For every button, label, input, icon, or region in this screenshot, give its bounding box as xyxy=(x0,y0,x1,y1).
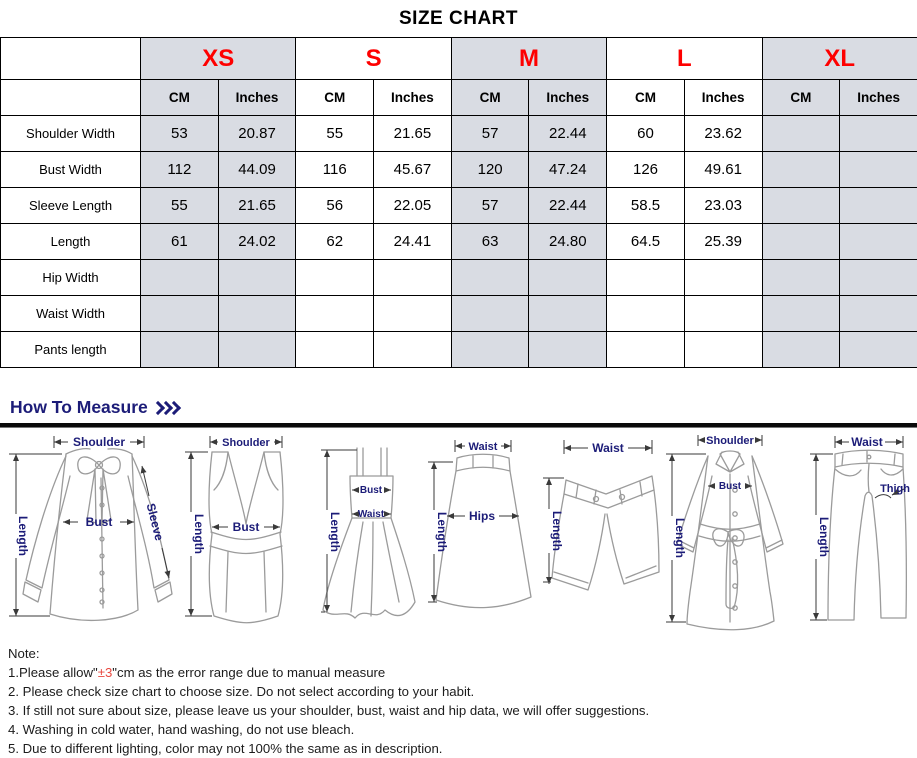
size-chart-table xyxy=(0,37,917,368)
measurement-cell: 23.62 xyxy=(684,116,762,152)
measurement-cell xyxy=(451,260,529,296)
measurement-cell xyxy=(374,296,452,332)
note-line: 3. If still not sure about size, please leave us your shoulder, bust, waist and hip data, we will offer suggestions. xyxy=(8,701,917,720)
dimension-lines xyxy=(185,436,282,616)
measurement-cell xyxy=(762,116,840,152)
row-label-cell: Waist Width xyxy=(1,296,141,332)
unit-header-cell: CM xyxy=(141,80,219,116)
measurement-cell: 22.44 xyxy=(529,116,607,152)
measurement-cell xyxy=(840,332,917,368)
note-line: 4. Washing in cold water, hand washing, do not use bleach. xyxy=(8,720,917,739)
tank-top-diagram xyxy=(182,432,310,632)
measure-label: Length xyxy=(192,514,206,554)
unit-header-cell: CM xyxy=(762,80,840,116)
measurement-cell xyxy=(141,332,219,368)
measurement-cell: 56 xyxy=(296,188,374,224)
measure-label: Bust xyxy=(718,481,741,492)
table-row xyxy=(1,332,917,368)
measurement-cell xyxy=(218,332,296,368)
garment-outline xyxy=(552,476,659,590)
measurement-cell: 64.5 xyxy=(607,224,685,260)
measure-label: Length xyxy=(673,518,687,558)
unit-header-cell: Inches xyxy=(684,80,762,116)
table-row xyxy=(1,260,917,296)
measurement-cell: 58.5 xyxy=(607,188,685,224)
measurement-cell xyxy=(374,260,452,296)
table-row xyxy=(1,188,917,224)
garment-outline xyxy=(677,451,783,630)
row-label-cell: Hip Width xyxy=(1,260,141,296)
size-header-cell: XS xyxy=(141,38,296,80)
dimension-lines xyxy=(543,440,652,584)
measure-label: Length xyxy=(550,511,564,551)
note-line: 2. Please check size chart to choose size. Do not select according to your habit. xyxy=(8,682,917,701)
measurement-cell: 24.02 xyxy=(218,224,296,260)
dimension-lines xyxy=(9,435,169,616)
measurement-cell xyxy=(607,332,685,368)
measure-label: Shoulder xyxy=(73,435,125,449)
measurement-cell xyxy=(451,296,529,332)
unit-header-cell: Inches xyxy=(218,80,296,116)
measurement-cell xyxy=(762,224,840,260)
measurement-cell: 116 xyxy=(296,152,374,188)
measurement-cell xyxy=(374,332,452,368)
measurement-cell: 47.24 xyxy=(529,152,607,188)
measurement-cell xyxy=(296,296,374,332)
size-header-cell: XL xyxy=(762,38,917,80)
measurement-cell xyxy=(840,188,917,224)
trench-coat-diagram xyxy=(664,432,796,632)
measurement-cell: 60 xyxy=(607,116,685,152)
measurement-cell: 49.61 xyxy=(684,152,762,188)
measurement-cell: 61 xyxy=(141,224,219,260)
measure-diagrams xyxy=(0,428,917,634)
measurement-cell: 57 xyxy=(451,188,529,224)
measure-label: Bust xyxy=(86,515,113,529)
table-row xyxy=(1,152,917,188)
measurement-cell: 63 xyxy=(451,224,529,260)
garment-outline xyxy=(23,448,172,620)
table-row xyxy=(1,224,917,260)
table-row xyxy=(1,296,917,332)
notes-section xyxy=(8,644,917,758)
measure-label: Shoulder xyxy=(222,437,270,449)
measure-label: Length xyxy=(435,512,449,552)
unit-header-cell: Inches xyxy=(840,80,917,116)
measurement-cell: 45.67 xyxy=(374,152,452,188)
row-label-cell: Shoulder Width xyxy=(1,116,141,152)
notes-heading: Note: xyxy=(8,644,917,663)
note-line: 1.Please allow"±3"cm as the error range due to manual measure xyxy=(8,663,917,682)
unit-header-cell: CM xyxy=(607,80,685,116)
how-to-measure-label: How To Measure xyxy=(10,397,148,418)
measurement-cell: 22.44 xyxy=(529,188,607,224)
corner-cell xyxy=(1,80,141,116)
measurement-cell xyxy=(762,152,840,188)
measurement-cell xyxy=(607,296,685,332)
measurement-cell xyxy=(529,332,607,368)
measurement-cell xyxy=(684,260,762,296)
measurement-cell: 62 xyxy=(296,224,374,260)
row-label-cell: Sleeve Length xyxy=(1,188,141,224)
measurement-cell: 24.41 xyxy=(374,224,452,260)
measurement-cell xyxy=(762,332,840,368)
garment-outline xyxy=(209,452,283,623)
measure-label: Bust xyxy=(360,485,383,496)
measurement-cell: 25.39 xyxy=(684,224,762,260)
measurement-cell xyxy=(141,260,219,296)
measure-label: Bust xyxy=(232,520,259,534)
measure-label: Length xyxy=(16,516,30,556)
measurement-cell: 21.65 xyxy=(374,116,452,152)
size-header-cell: M xyxy=(451,38,606,80)
measure-label: Waist xyxy=(358,509,385,520)
measurement-cell xyxy=(218,296,296,332)
measurement-cell xyxy=(684,296,762,332)
measurement-cell xyxy=(296,332,374,368)
row-label-cell: Length xyxy=(1,224,141,260)
row-label-cell: Pants length xyxy=(1,332,141,368)
measurement-cell xyxy=(451,332,529,368)
measurement-cell xyxy=(840,224,917,260)
measurement-cell xyxy=(529,296,607,332)
measure-label: Length xyxy=(817,517,831,557)
measurement-cell: 57 xyxy=(451,116,529,152)
measurement-cell: 120 xyxy=(451,152,529,188)
measurement-cell xyxy=(840,260,917,296)
page-title: SIZE CHART xyxy=(0,0,917,37)
how-to-measure-heading xyxy=(10,397,917,418)
measure-label: Sleeve xyxy=(144,501,167,542)
measurement-cell: 55 xyxy=(141,188,219,224)
measurement-cell: 21.65 xyxy=(218,188,296,224)
error-range-accent: ±3 xyxy=(98,665,113,680)
measure-label: Thigh xyxy=(880,483,910,495)
size-header-cell: L xyxy=(607,38,762,80)
garment-outline xyxy=(828,450,906,620)
measurement-cell xyxy=(607,260,685,296)
measurement-cell xyxy=(218,260,296,296)
dress-diagram xyxy=(313,432,423,632)
shorts-diagram xyxy=(538,432,660,632)
size-header-cell: S xyxy=(296,38,451,80)
measurement-cell xyxy=(762,296,840,332)
measurement-cell: 22.05 xyxy=(374,188,452,224)
skirt-diagram xyxy=(427,432,535,632)
corner-cell xyxy=(1,38,141,80)
measurement-cell xyxy=(762,260,840,296)
measurement-cell xyxy=(762,188,840,224)
measurement-cell xyxy=(296,260,374,296)
measurement-cell: 55 xyxy=(296,116,374,152)
pants-diagram xyxy=(799,432,911,632)
unit-header-cell: CM xyxy=(296,80,374,116)
measure-label: Hips xyxy=(468,509,494,523)
measure-label: Length xyxy=(328,512,342,552)
unit-header-cell: Inches xyxy=(374,80,452,116)
measure-label: Waist xyxy=(851,435,883,449)
unit-header-cell: CM xyxy=(451,80,529,116)
chevron-right-icon xyxy=(155,403,179,413)
table-row xyxy=(1,116,917,152)
measurement-cell: 53 xyxy=(141,116,219,152)
unit-header-row xyxy=(1,80,917,116)
measurement-cell xyxy=(840,116,917,152)
measurement-cell: 44.09 xyxy=(218,152,296,188)
dimension-lines xyxy=(666,435,762,622)
measurement-cell: 23.03 xyxy=(684,188,762,224)
blouse-diagram xyxy=(6,432,178,632)
measurement-cell xyxy=(840,296,917,332)
measurement-cell xyxy=(840,152,917,188)
measurement-cell xyxy=(141,296,219,332)
row-label-cell: Bust Width xyxy=(1,152,141,188)
measurement-cell xyxy=(529,260,607,296)
note-line: 5. Due to different lighting, color may not 100% the same as in description. xyxy=(8,739,917,758)
measurement-cell: 20.87 xyxy=(218,116,296,152)
measure-label: Waist xyxy=(592,441,624,455)
how-to-measure-section xyxy=(0,397,917,428)
measurement-cell: 126 xyxy=(607,152,685,188)
measure-label: Waist xyxy=(468,441,497,453)
measure-label: Shoulder xyxy=(706,435,754,447)
measurement-cell: 24.80 xyxy=(529,224,607,260)
measurement-cell: 112 xyxy=(141,152,219,188)
measurement-cell xyxy=(684,332,762,368)
size-header-row xyxy=(1,38,917,80)
unit-header-cell: Inches xyxy=(529,80,607,116)
garment-outline xyxy=(436,454,531,607)
